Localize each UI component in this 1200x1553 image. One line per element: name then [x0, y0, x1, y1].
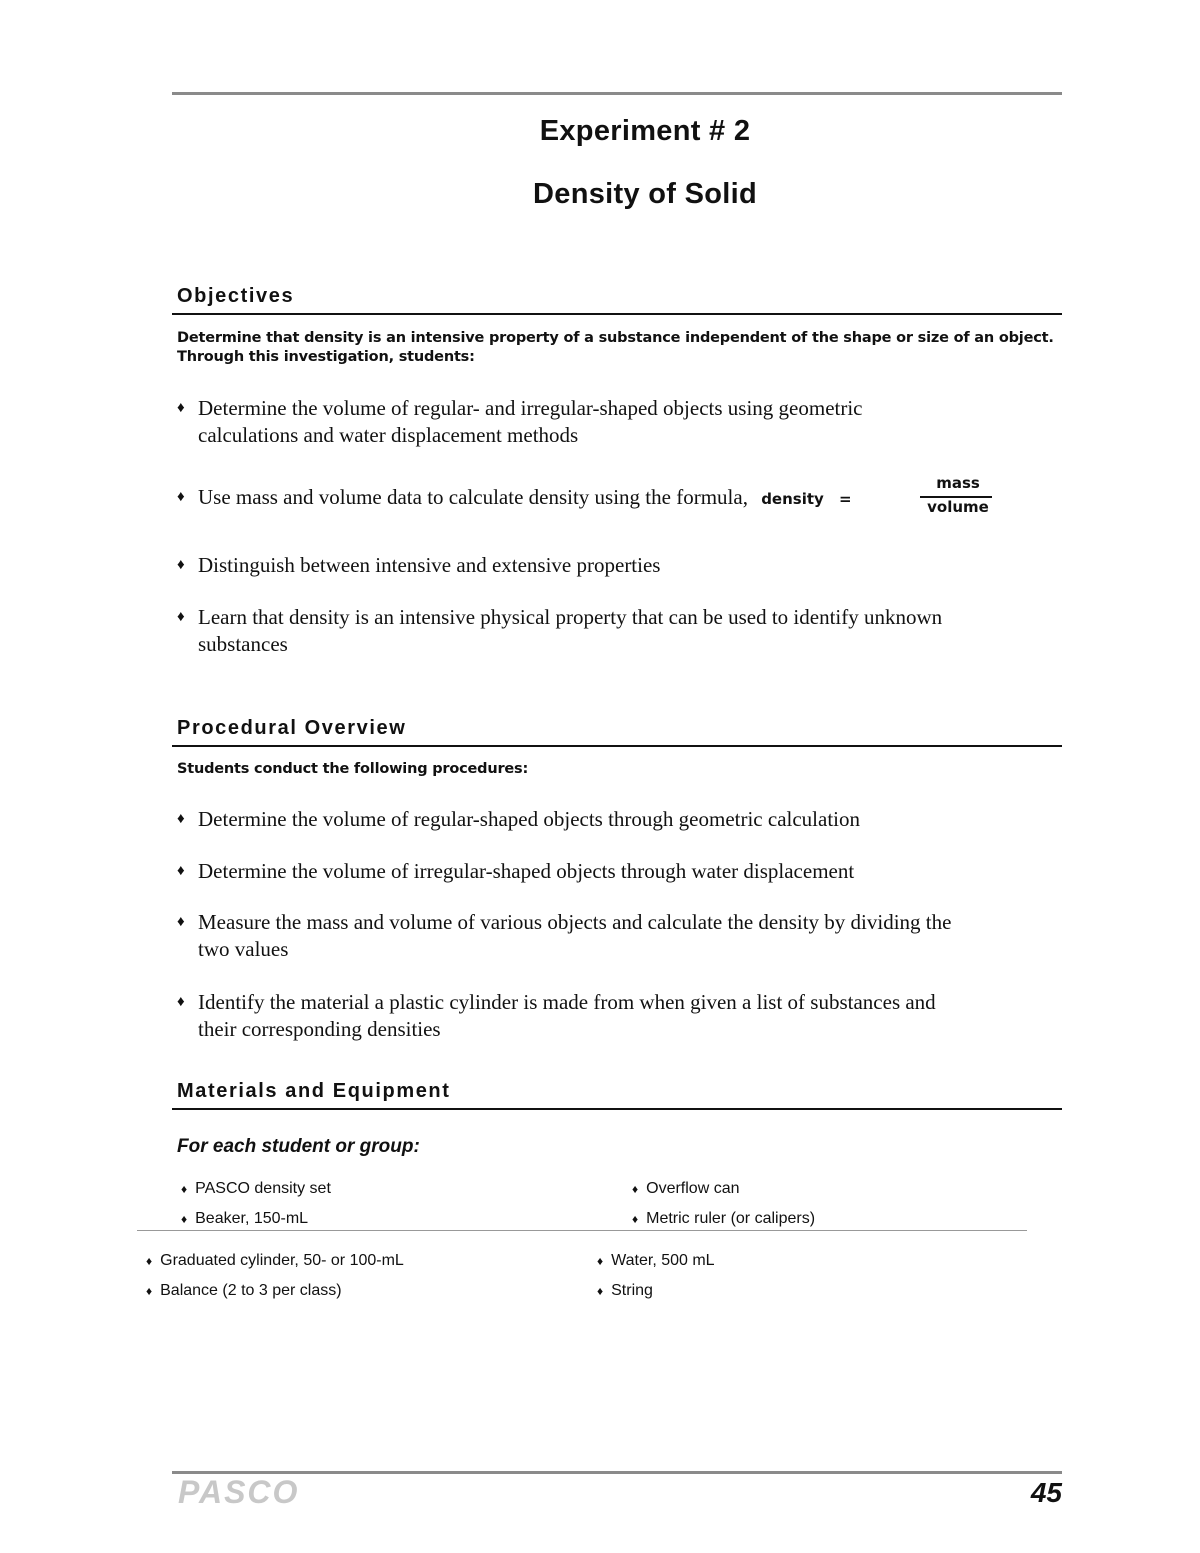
section-rule	[172, 313, 1062, 315]
material-item	[181, 1209, 308, 1229]
list-item	[177, 604, 1057, 658]
formula-lhs: density	[761, 490, 824, 508]
list-item-text: Determine the volume of regular- and irregular-shaped objects using geometric	[198, 396, 863, 420]
list-item-text: Learn that density is an intensive physical property that can be used to identify unknown	[198, 605, 943, 629]
material-item-text: Water, 500 mL	[611, 1252, 715, 1269]
list-item-text: their corresponding densities	[198, 1017, 441, 1041]
bullet-icon: ♦	[181, 1182, 188, 1196]
page-subtitle: Density of Solid	[533, 178, 757, 210]
bullet-icon: ♦	[597, 1284, 604, 1298]
bullet-icon: ♦	[146, 1254, 153, 1268]
page-number: 45	[1030, 1477, 1062, 1508]
list-item-text: Identify the material a plastic cylinder is made from when given a list of substances and	[198, 990, 936, 1014]
list-item-text: Measure the mass and volume of various objects and calculate the density by dividing the	[198, 910, 952, 934]
list-item-text: two values	[198, 937, 289, 961]
section-rule	[172, 745, 1062, 747]
list-item	[177, 989, 1057, 1043]
bullet-icon: ♦	[597, 1254, 604, 1268]
section-heading-procedural: Procedural Overview	[177, 717, 407, 739]
procedural-intro: Students conduct the following procedures:	[177, 761, 529, 777]
top-rule	[172, 92, 1062, 95]
material-item	[181, 1179, 331, 1199]
bullet-icon: ♦	[177, 609, 185, 625]
materials-subheading: For each student or group:	[177, 1136, 420, 1157]
pasco-logo: PASCO	[178, 1474, 300, 1510]
list-item-text: substances	[198, 632, 288, 656]
section-rule	[172, 1108, 1062, 1110]
formula-equals: =	[839, 490, 852, 508]
material-item	[597, 1281, 653, 1301]
list-item-text: Use mass and volume data to calculate density using the formula,	[198, 485, 748, 509]
list-item-text: Distinguish between intensive and extensive properties	[198, 553, 661, 577]
formula-denominator: volume	[927, 498, 989, 516]
material-item-text: Metric ruler (or calipers)	[646, 1210, 816, 1227]
material-item	[146, 1251, 404, 1271]
formula-numerator: mass	[936, 474, 980, 492]
objectives-intro-line2: Through this investigation, students:	[177, 349, 475, 365]
bullet-icon: ♦	[177, 811, 185, 827]
bullet-icon: ♦	[632, 1182, 639, 1196]
divider	[137, 1230, 1027, 1231]
material-item-text: Overflow can	[646, 1180, 740, 1197]
footer-rule	[172, 1471, 1062, 1474]
objectives-intro-line1: Determine that density is an intensive property of a substance independent of the shape or size of an object.	[177, 330, 1054, 346]
material-item	[632, 1209, 815, 1229]
material-item	[632, 1179, 740, 1199]
bullet-icon: ♦	[181, 1212, 188, 1226]
material-item-text: Graduated cylinder, 50- or 100-mL	[160, 1252, 404, 1269]
material-item-text: Balance (2 to 3 per class)	[160, 1282, 342, 1299]
bullet-icon: ♦	[177, 489, 185, 505]
list-item	[177, 909, 1057, 963]
list-item	[177, 552, 1057, 579]
material-item-text: String	[611, 1282, 653, 1299]
list-item-text: Determine the volume of regular-shaped objects through geometric calculation	[198, 807, 861, 831]
list-item	[177, 395, 1057, 449]
page-title: Experiment # 2	[539, 115, 751, 147]
list-item	[177, 858, 1057, 885]
bullet-icon: ♦	[632, 1212, 639, 1226]
material-item	[146, 1281, 342, 1301]
bullet-icon: ♦	[177, 994, 185, 1010]
list-item-text: Determine the volume of irregular-shaped objects through water displacement	[198, 859, 855, 883]
bullet-icon: ♦	[146, 1284, 153, 1298]
section-heading-objectives: Objectives	[177, 285, 295, 307]
bullet-icon: ♦	[177, 400, 185, 416]
material-item-text: PASCO density set	[195, 1180, 331, 1197]
bullet-icon: ♦	[177, 557, 185, 573]
bullet-icon: ♦	[177, 914, 185, 930]
list-item	[177, 806, 1057, 833]
bullet-icon: ♦	[177, 863, 185, 879]
material-item-text: Beaker, 150-mL	[195, 1210, 309, 1227]
list-item-text: calculations and water displacement methods	[198, 423, 579, 447]
section-heading-materials: Materials and Equipment	[177, 1080, 451, 1102]
material-item	[597, 1251, 715, 1271]
